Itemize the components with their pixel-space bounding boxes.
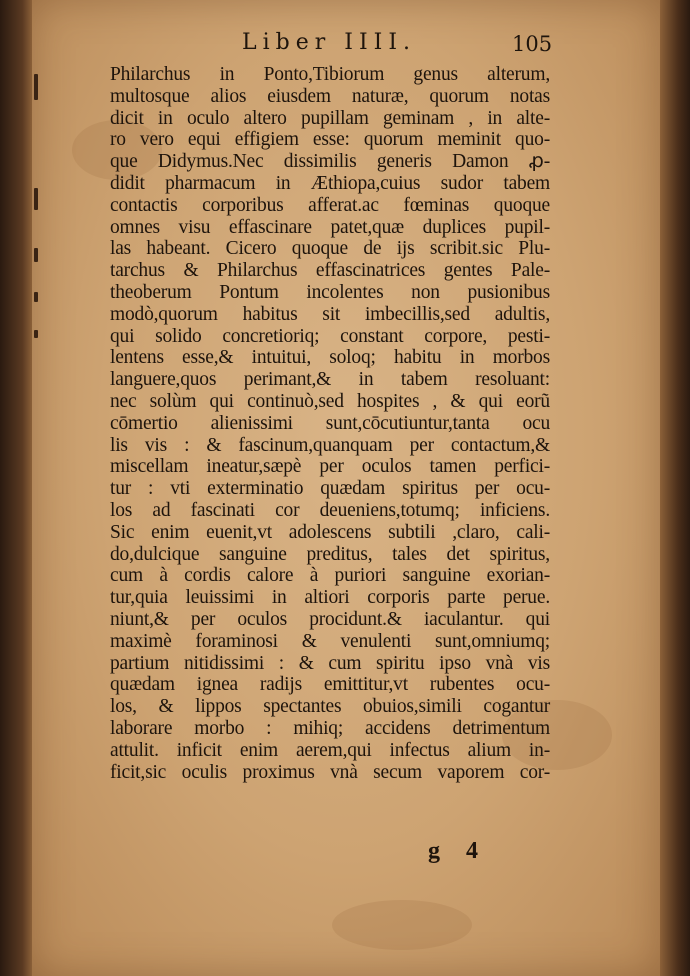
text-line: nec solùm qui continuò,sed hospites , & qui eorũ xyxy=(110,390,550,412)
text-line: miscellam ineatur,sæpè per oculos tamen perfici- xyxy=(110,456,550,478)
text-line: ficit,sic oculis proximus vnà secum vaporem cor- xyxy=(110,761,550,783)
text-line: didit pharmacum in Æthiopa,cuius sudor tabem xyxy=(110,172,550,194)
text-line: Sic enim euenit,vt adolescens subtili ,claro, cali- xyxy=(110,521,550,543)
running-title: Liber IIII. xyxy=(242,30,417,55)
signature-mark: g 4 xyxy=(428,838,488,864)
text-line: partium nitidissimi : & cum spiritu ipso vnà vis xyxy=(110,652,550,674)
text-line: los, & lippos spectantes obuios,simili cogantur xyxy=(110,696,550,718)
text-line: multosque alios eiusdem naturæ, quorum notas xyxy=(110,85,550,107)
text-line: qui solido concretioriq; constant corpore, pesti- xyxy=(110,325,550,347)
book-gutter-shadow xyxy=(0,0,32,976)
text-line: los ad fascinati cor deueniens,totumq; inficiens. xyxy=(110,499,550,521)
text-line: cum à cordis calore à puriori sanguine exorian- xyxy=(110,565,550,587)
running-header xyxy=(0,30,690,64)
text-line: omnes visu effascinare patet,quæ duplices pupil- xyxy=(110,216,550,238)
text-line: languere,quos perimant,& in tabem resoluant: xyxy=(110,369,550,391)
text-line: contactis corporibus afferat.ac fœminas quoque xyxy=(110,194,550,216)
text-line: tarchus & Philarchus effascinatrices gentes Pale- xyxy=(110,260,550,282)
page-edge-shadow xyxy=(660,0,690,976)
margin-bleed-marks xyxy=(34,60,44,460)
page-number: 105 xyxy=(512,32,553,56)
text-line: ro vero equi effigiem esse: quorum meminit quo- xyxy=(110,129,550,151)
text-line: lis vis : & fascinum,quanquam per contactum,& xyxy=(110,434,550,456)
text-line: las habeant. Cicero quoque de ijs scribit.sic Plu- xyxy=(110,238,550,260)
text-line: theoberum Pontum incolentes non pusionibus xyxy=(110,281,550,303)
text-line: lentens esse,& intuitui, soloq; habitu in morbos xyxy=(110,347,550,369)
text-line: Philarchus in Ponto,Tibiorum genus alterum, xyxy=(110,64,550,85)
text-line: laborare morbo : mihiq; accidens detrimentum xyxy=(110,717,550,739)
text-line: niunt,& per oculos procidunt.& iaculantur. qui xyxy=(110,608,550,630)
text-line: maximè foraminosi & venulenti sunt,omniumq; xyxy=(110,630,550,652)
text-line: do,dulcique sanguine preditus, tales det spiritus, xyxy=(110,543,550,565)
text-line: tur,quia leuissimi in altiori corporis parte perue. xyxy=(110,587,550,609)
text-line: que Didymus.Nec dissimilis generis Damon ꝓ- xyxy=(110,151,550,173)
text-line: attulit. inficit enim aerem,qui infectus alium in- xyxy=(110,739,550,761)
text-line: quædam ignea radijs emittitur,vt rubentes ocu- xyxy=(110,674,550,696)
text-line: modò,quorum habitus sit imbecillis,sed adultis, xyxy=(110,303,550,325)
body-text xyxy=(110,64,550,783)
text-line: dicit in oculo altero pupillam geminam , in alte- xyxy=(110,107,550,129)
text-line: tur : vti exterminatio quædam spiritus per ocu- xyxy=(110,478,550,500)
paper-stain xyxy=(332,900,472,950)
text-line: cōmertio alienissimi sunt,cōcutiuntur,tanta ocu xyxy=(110,412,550,434)
